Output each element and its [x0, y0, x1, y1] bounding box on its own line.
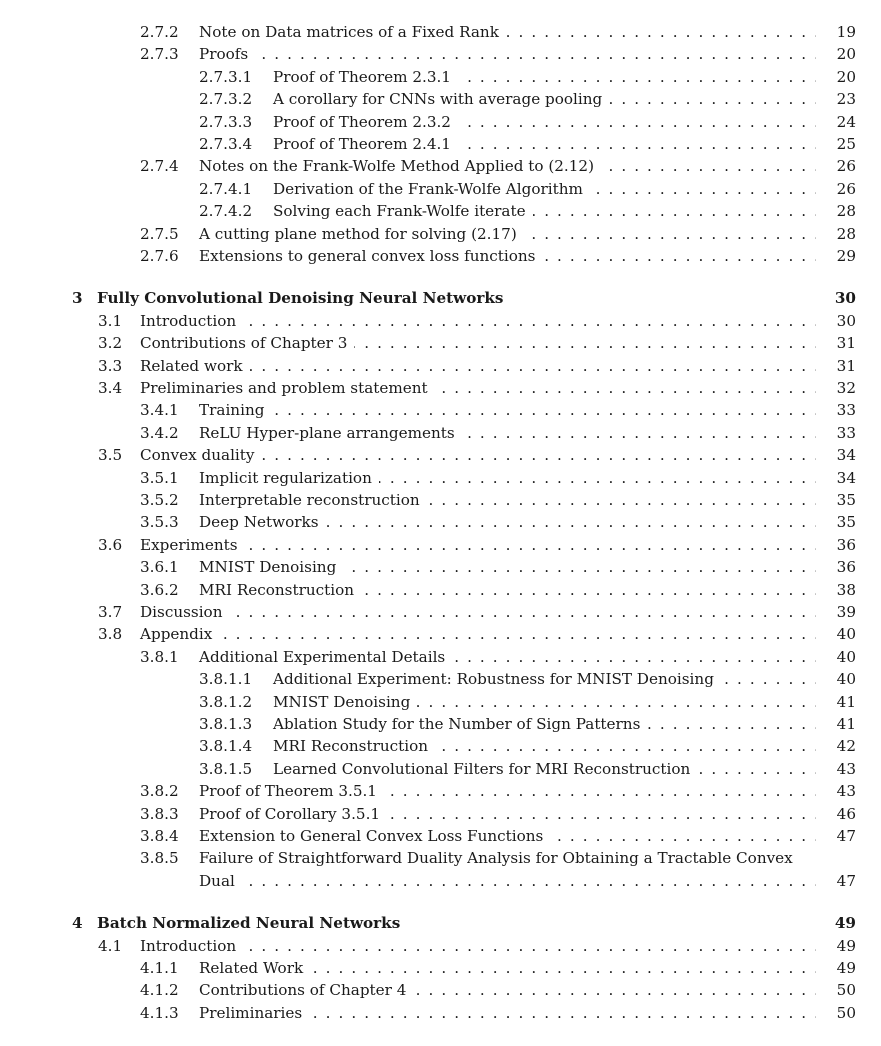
toc-entry-number: 4.1.3 [140, 1003, 179, 1022]
toc-entry-row[interactable] [0, 1003, 881, 1023]
toc-entry-title: MNIST Denoising [273, 692, 413, 712]
toc-entry-number: 2.7.3.1 [199, 67, 253, 86]
toc-dot-leader [343, 557, 819, 577]
toc-entry-title: Experiments [140, 535, 241, 555]
toc-entry-row[interactable] [0, 958, 881, 978]
toc-dot-leader [245, 535, 819, 555]
toc-entry-title: Note on Data matrices of a Fixed Rank [199, 22, 502, 42]
toc-entry-number: 3.8.1.1 [199, 670, 253, 689]
toc-entry-row[interactable] [0, 333, 881, 353]
toc-entry-number: 3.4 [98, 379, 123, 397]
toc-dot-leader [243, 311, 819, 331]
toc-dot-leader [721, 669, 819, 689]
toc-entry-number: 3.8.2 [140, 782, 179, 801]
toc-entry-title: A corollary for CNNs with average pooling [273, 89, 605, 109]
toc-entry-row[interactable] [0, 179, 881, 199]
toc-entry-row[interactable] [0, 112, 881, 132]
toc-dot-leader [452, 647, 819, 667]
toc-entry-number: 4.1.2 [140, 981, 179, 1000]
toc-entry-title: Implicit regularization [199, 468, 375, 488]
toc-entry-title: Proof of Theorem 2.3.2 [273, 112, 454, 132]
toc-entry-number: 2.7.3.2 [199, 90, 253, 109]
toc-dot-leader [243, 936, 819, 956]
toc-dot-leader [310, 958, 819, 978]
toc-dot-leader [219, 624, 819, 644]
toc-entry-title: Contributions of Chapter 3 [140, 333, 350, 353]
toc-entry-number: 3.8.1.4 [199, 737, 253, 756]
toc-page-number: 35 [816, 490, 856, 510]
toc-dot-leader [550, 826, 819, 846]
toc-page-number: 43 [816, 759, 856, 779]
toc-entry-number: 3.8.1.2 [199, 692, 253, 711]
toc-entry-number: 4 [72, 914, 83, 933]
toc-entry-title: Solving each Frank-Wolfe iterate [273, 201, 529, 221]
toc-dot-leader [435, 378, 819, 398]
toc-page-number: 47 [816, 871, 856, 891]
toc-page-number: 43 [816, 781, 856, 801]
toc-entry-title: Appendix [140, 624, 215, 644]
toc-entry-row[interactable] [0, 378, 881, 398]
toc-page-number: 26 [816, 156, 856, 176]
toc-entry-number: 4.1.1 [140, 959, 179, 977]
toc-entry-number: 2.7.3.3 [199, 112, 253, 131]
toc-entry-number: 3.5 [98, 446, 123, 465]
toc-entry-number: 3 [72, 289, 83, 308]
toc-page-number: 41 [816, 692, 856, 712]
toc-page-number: 32 [816, 378, 856, 398]
toc-entry-number: 3.5.2 [140, 491, 179, 509]
toc-entry-number: 3.6.1 [140, 558, 179, 577]
toc-entry-number: 3.4.2 [140, 423, 179, 442]
toc-dot-leader [309, 1003, 819, 1023]
toc-entry-number: 2.7.4.1 [199, 179, 253, 198]
toc-entry-title: Additional Experimental Details [199, 647, 448, 667]
toc-entry-title: MRI Reconstruction [273, 736, 431, 756]
toc-page-number: 50 [816, 1003, 856, 1023]
toc-entry-row[interactable] [0, 400, 881, 420]
toc-entry-number: 3.5.3 [140, 513, 179, 532]
toc-entry-number: 2.7.4.2 [199, 202, 253, 221]
toc-page-number: 34 [816, 445, 856, 465]
toc-dot-leader [601, 156, 819, 176]
toc-page-number: 20 [816, 67, 856, 87]
toc-dot-leader [417, 692, 819, 712]
toc-entry-number: 3.8.1 [140, 647, 179, 666]
toc-entry-number: 3.4.1 [140, 401, 179, 420]
toc-entry-title: Related Work [199, 958, 306, 978]
toc-dot-leader [255, 44, 819, 64]
toc-page-number: 40 [816, 624, 856, 644]
toc-entry-title: Derivation of the Frank-Wolfe Algorithm [273, 179, 586, 199]
toc-page-number: 35 [816, 512, 856, 532]
toc-entry-number: 3.8 [98, 625, 123, 644]
toc-page-number: 49 [816, 958, 856, 978]
toc-entry-number: 4.1 [98, 936, 123, 955]
toc-entry-number: 2.7.2 [140, 23, 179, 41]
toc-entry-row[interactable] [0, 356, 881, 376]
toc-dot-leader [542, 246, 819, 266]
toc-entry-title: ReLU Hyper-plane arrangements [199, 423, 458, 443]
toc-page-number: 42 [816, 736, 856, 756]
toc-entry-title: Batch Normalized Neural Networks [97, 913, 403, 933]
toc-entry-number: 3.8.5 [140, 849, 179, 868]
toc-entry-title: Learned Convolutional Filters for MRI Reconstruction [273, 759, 693, 779]
toc-dot-leader [271, 400, 819, 420]
toc-entry-row[interactable] [0, 936, 881, 956]
toc-entry-row[interactable] [0, 714, 881, 734]
toc-entry-number: 3.2 [98, 334, 123, 353]
toc-dot-leader [413, 980, 819, 1000]
toc-entry-row[interactable] [0, 557, 881, 577]
toc-page-number: 46 [816, 804, 856, 824]
toc-entry-title: A cutting plane method for solving (2.17) [199, 224, 520, 244]
toc-dot-leader [458, 134, 819, 154]
toc-entry-row[interactable] [0, 44, 881, 64]
toc-entry-row[interactable] [0, 669, 881, 689]
toc-page-number: 33 [816, 400, 856, 420]
toc-entry-row[interactable] [0, 134, 881, 154]
toc-entry-number: 3.3 [98, 356, 123, 375]
toc-entry-row[interactable] [0, 826, 881, 846]
toc-page-number: 36 [816, 557, 856, 577]
toc-chapter-row[interactable] [0, 913, 881, 933]
toc-entry-title: Proof of Theorem 2.4.1 [273, 134, 454, 154]
toc-entry-row[interactable] [0, 468, 881, 488]
toc-entry-row[interactable] [0, 781, 881, 801]
toc-dot-leader [533, 201, 819, 221]
toc-dot-leader [506, 22, 819, 42]
toc-dot-leader [387, 804, 819, 824]
toc-entry-title: Extensions to general convex loss functions [199, 246, 538, 266]
toc-entry-title: Related work [140, 356, 246, 376]
toc-dot-leader [250, 356, 819, 376]
toc-entry-row[interactable] [0, 490, 881, 510]
toc-page-number: 40 [816, 669, 856, 689]
toc-page-number: 23 [816, 89, 856, 109]
toc-entry-number: 3.1 [98, 311, 123, 330]
toc-page-number: 24 [816, 112, 856, 132]
toc-entry-title: Failure of Straightforward Duality Analysis for Obtaining a Tractable Convex [199, 848, 796, 868]
toc-page-number: 34 [816, 468, 856, 488]
toc-entry-number: 2.7.3.4 [199, 135, 253, 153]
toc-dot-leader [435, 736, 819, 756]
toc-entry-number: 2.7.3 [140, 45, 179, 64]
toc-dot-leader [361, 580, 819, 600]
toc-entry-title: Additional Experiment: Robustness for MNIST Denoising [273, 669, 717, 689]
toc-entry-number: 3.6 [98, 535, 123, 554]
toc-entry-title: Convex duality [140, 445, 257, 465]
toc-entry-number: 3.8.1.5 [199, 759, 253, 778]
toc-entry-title: Preliminaries [199, 1003, 305, 1023]
toc-entry-title: Notes on the Frank-Wolfe Method Applied to (2.12) [199, 156, 597, 176]
toc-page-number: 40 [816, 647, 856, 667]
toc-entry-number: 2.7.6 [140, 247, 179, 265]
toc-entry-row[interactable] [0, 201, 881, 221]
toc-page-number: 29 [816, 246, 856, 266]
toc-dot-leader [427, 490, 819, 510]
toc-page-number: 31 [816, 333, 856, 353]
toc-dot-leader [462, 423, 819, 443]
toc-entry-row[interactable] [0, 647, 881, 667]
toc-entry-title: Dual [199, 871, 238, 891]
toc-page-number: 47 [816, 826, 856, 846]
toc-page-number: 33 [816, 423, 856, 443]
toc-dot-leader [697, 759, 819, 779]
toc-page-number: 49 [816, 913, 856, 933]
toc-entry-row[interactable] [0, 759, 881, 779]
toc-entry-title: Introduction [140, 311, 239, 331]
toc-entry-row[interactable] [0, 156, 881, 176]
toc-entry-row[interactable] [0, 535, 881, 555]
toc-entry-title: Discussion [140, 602, 226, 622]
toc-entry-row[interactable] [0, 246, 881, 266]
toc-entry-title: Deep Networks [199, 512, 321, 532]
toc-page-number: 28 [816, 224, 856, 244]
toc-entry-row[interactable] [0, 736, 881, 756]
toc-entry-row[interactable] [0, 22, 881, 42]
toc-dot-leader [230, 602, 819, 622]
toc-entry-title: Proof of Theorem 3.5.1 [199, 781, 380, 801]
toc-entry-row[interactable] [0, 423, 881, 443]
toc-entry-row[interactable] [0, 67, 881, 87]
toc-entry-title: Extension to General Convex Loss Functions [199, 826, 546, 846]
toc-dot-leader [325, 512, 819, 532]
toc-entry-number: 2.7.4 [140, 157, 179, 176]
toc-entry-title: Proofs [199, 44, 251, 64]
toc-entry-row[interactable] [0, 871, 881, 891]
toc-entry-number: 3.5.1 [140, 468, 179, 487]
toc-page-number: 36 [816, 535, 856, 555]
toc-page-number: 31 [816, 356, 856, 376]
toc-entry-row[interactable] [0, 980, 881, 1000]
toc-page-number: 26 [816, 179, 856, 199]
toc-entry-row[interactable] [0, 224, 881, 244]
toc-entry-row[interactable] [0, 311, 881, 331]
toc-dot-leader [379, 468, 819, 488]
toc-entry-title: Training [199, 400, 267, 420]
toc-entry-row[interactable] [0, 512, 881, 532]
toc-entry-title: Interpretable reconstruction [199, 490, 423, 510]
toc-dot-leader [242, 871, 819, 891]
toc-page-number: 49 [816, 936, 856, 956]
toc-entry-row[interactable] [0, 692, 881, 712]
toc-entry-number: 3.8.1.3 [199, 715, 253, 733]
toc-entry-title: Ablation Study for the Number of Sign Patterns [273, 714, 643, 734]
toc-entry-number: 3.8.4 [140, 827, 179, 845]
toc-entry-title: Contributions of Chapter 4 [199, 980, 409, 1000]
toc-entry-row[interactable] [0, 624, 881, 644]
toc-page-number: 41 [816, 714, 856, 734]
toc-chapter-row[interactable] [0, 288, 881, 308]
toc-entry-title: Fully Convolutional Denoising Neural Networks [97, 288, 506, 308]
toc-entry-title: Proof of Corollary 3.5.1 [199, 804, 383, 824]
toc-page-number: 20 [816, 44, 856, 64]
toc-entry-title: MRI Reconstruction [199, 580, 357, 600]
toc-entry-title: MNIST Denoising [199, 557, 339, 577]
toc-page-number: 28 [816, 201, 856, 221]
toc-page-number: 38 [816, 580, 856, 600]
toc-entry-title: Introduction [140, 936, 239, 956]
toc-dot-leader [458, 112, 819, 132]
toc-entry-title: Preliminaries and problem statement [140, 378, 431, 398]
toc-entry-row[interactable] [0, 848, 881, 868]
toc-dot-leader [524, 224, 819, 244]
toc-entry-number: 2.7.5 [140, 224, 179, 243]
toc-entry-title: Proof of Theorem 2.3.1 [273, 67, 454, 87]
toc-page-number: 30 [816, 288, 856, 308]
toc-dot-leader [647, 714, 819, 734]
toc-entry-row[interactable] [0, 580, 881, 600]
toc-entry-row[interactable] [0, 602, 881, 622]
toc-dot-leader [609, 89, 819, 109]
toc-entry-number: 3.8.3 [140, 804, 179, 823]
toc-dot-leader [261, 445, 819, 465]
toc-page-number: 50 [816, 980, 856, 1000]
toc-page-number: 19 [816, 22, 856, 42]
toc-dot-leader [458, 67, 819, 87]
toc-entry-number: 3.6.2 [140, 580, 179, 599]
toc-page-number: 25 [816, 134, 856, 154]
toc-page-number: 30 [816, 311, 856, 331]
toc-dot-leader [354, 333, 819, 353]
toc-page-number: 39 [816, 602, 856, 622]
toc-entry-number: 3.7 [98, 603, 123, 621]
toc-entry-row[interactable] [0, 89, 881, 109]
toc-dot-leader [590, 179, 819, 199]
toc-dot-leader [384, 781, 819, 801]
toc-entry-row[interactable] [0, 445, 881, 465]
toc-entry-row[interactable] [0, 804, 881, 824]
